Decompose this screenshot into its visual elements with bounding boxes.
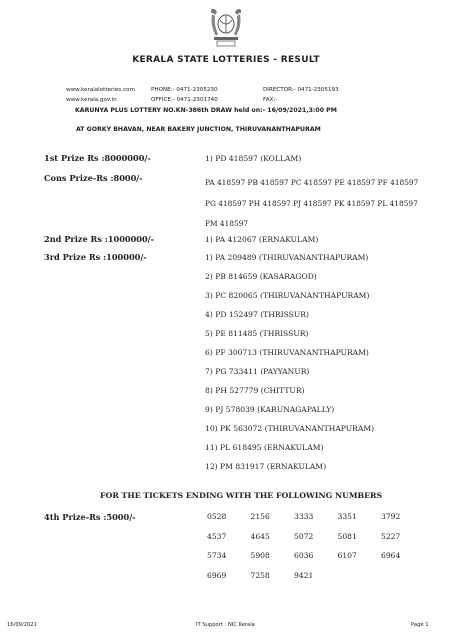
ticket-ending: 5081 — [337, 531, 357, 541]
ticket-ending: 5072 — [294, 531, 314, 541]
page-title: KERALA STATE LOTTERIES - RESULT — [132, 55, 320, 65]
ticket-ending: 4645 — [250, 531, 270, 541]
draw-venue: AT GORKY BHAVAN, NEAR BAKERY JUNCTION, THIRUVANANTHAPURAM — [76, 126, 321, 133]
fax-number: FAX:- — [263, 97, 278, 103]
third-prize-item: 12) PM 831917 (ERNAKULAM) — [205, 462, 327, 471]
third-prize-label: 3rd Prize Rs :100000/- — [44, 252, 147, 262]
third-prize-item: 4) PD 152497 (THRISSUR) — [205, 310, 309, 319]
ticket-ending: 3351 — [337, 512, 357, 521]
third-prize-item: 8) PH 527779 (CHITTUR) — [205, 386, 305, 395]
third-prize-item: 11) PL 618495 (ERNAKULAM) — [205, 443, 324, 452]
first-prize-label: 1st Prize Rs :8000000/- — [44, 153, 151, 163]
website-link-gov[interactable]: www.kerala.gov.in — [66, 97, 117, 103]
fourth-prize-numbers — [207, 512, 425, 590]
office-number: OFFICE:- 0471-2301740 — [151, 97, 218, 103]
number-row — [207, 532, 425, 552]
cons-prize-value: PA 418597 PB 418597 PC 418597 PE 418597 PF 418597 PG 418597 PH 418597 PJ 418597 PK 418597 PL 418597 PM 418597 — [205, 178, 419, 228]
number-row — [207, 571, 425, 591]
third-prize-item: 3) PC 820065 (THIRUVANANTHAPURAM) — [205, 291, 370, 300]
ticket-ending: 9421 — [294, 570, 314, 580]
ticket-ending: 6036 — [294, 551, 314, 560]
third-prize-item: 6) PF 300713 (THIRUVANANTHAPURAM) — [205, 348, 369, 357]
ticket-ending: 3333 — [294, 512, 314, 521]
second-prize-value: 1) PA 412067 (ERNAKULAM) — [205, 235, 319, 244]
website-link-lotteries[interactable]: www.keralalotteries.com — [66, 87, 135, 93]
third-prize-item: 1) PA 209489 (THIRUVANANTHAPURAM) — [205, 253, 369, 262]
ticket-ending: 4537 — [207, 531, 227, 541]
number-row — [207, 551, 425, 571]
second-prize-label: 2nd Prize Rs :1000000/- — [44, 234, 155, 244]
third-prize-item: 5) PE 811485 (THRISSUR) — [205, 329, 309, 338]
director-number: DIRECTOR:- 0471-2305193 — [263, 87, 339, 93]
ticket-ending: 0528 — [207, 512, 227, 521]
third-prize-item: 10) PK 563072 (THIRUVANANTHAPURAM) — [205, 424, 375, 433]
fourth-prize-label: 4th Prize-Rs :5000/- — [44, 512, 136, 522]
ticket-ending: 2156 — [250, 512, 270, 521]
footer-date: 16/09/2021 — [7, 622, 37, 628]
ticket-ending: 3792 — [381, 512, 401, 521]
ticket-ending: 6107 — [337, 551, 357, 560]
cons-prize-label: Cons Prize-Rs :8000/- — [44, 173, 143, 183]
ticket-ending: 6964 — [381, 551, 401, 560]
third-prize-item: 2) PB 814659 (KASARAGOD) — [205, 272, 317, 281]
first-prize-value: 1) PD 418597 (KOLLAM) — [205, 154, 302, 163]
endings-heading: FOR THE TICKETS ENDING WITH THE FOLLOWING NUMBERS — [100, 491, 383, 500]
ticket-ending: 5227 — [381, 531, 401, 541]
footer-support: IT Support : NIC Kerala — [196, 622, 255, 628]
ticket-ending: 5734 — [207, 551, 227, 560]
third-prize-item: 9) PJ 578039 (KARUNAGAPALLY) — [205, 405, 335, 414]
footer-page-number: Page 1 — [411, 622, 429, 628]
number-row — [207, 512, 425, 532]
ticket-ending: 7258 — [250, 570, 270, 580]
draw-info: KARUNYA PLUS LOTTERY NO.KN-386th DRAW held on:- 16/09/2021,3:00 PM — [75, 107, 337, 114]
ticket-ending: 6969 — [207, 570, 227, 580]
third-prize-item: 7) PG 733411 (PAYYANUR) — [205, 367, 310, 376]
ticket-ending: 5908 — [250, 551, 270, 560]
phone-number: PHONE:- 0471-2305230 — [151, 87, 218, 93]
kerala-emblem-icon — [206, 6, 246, 48]
